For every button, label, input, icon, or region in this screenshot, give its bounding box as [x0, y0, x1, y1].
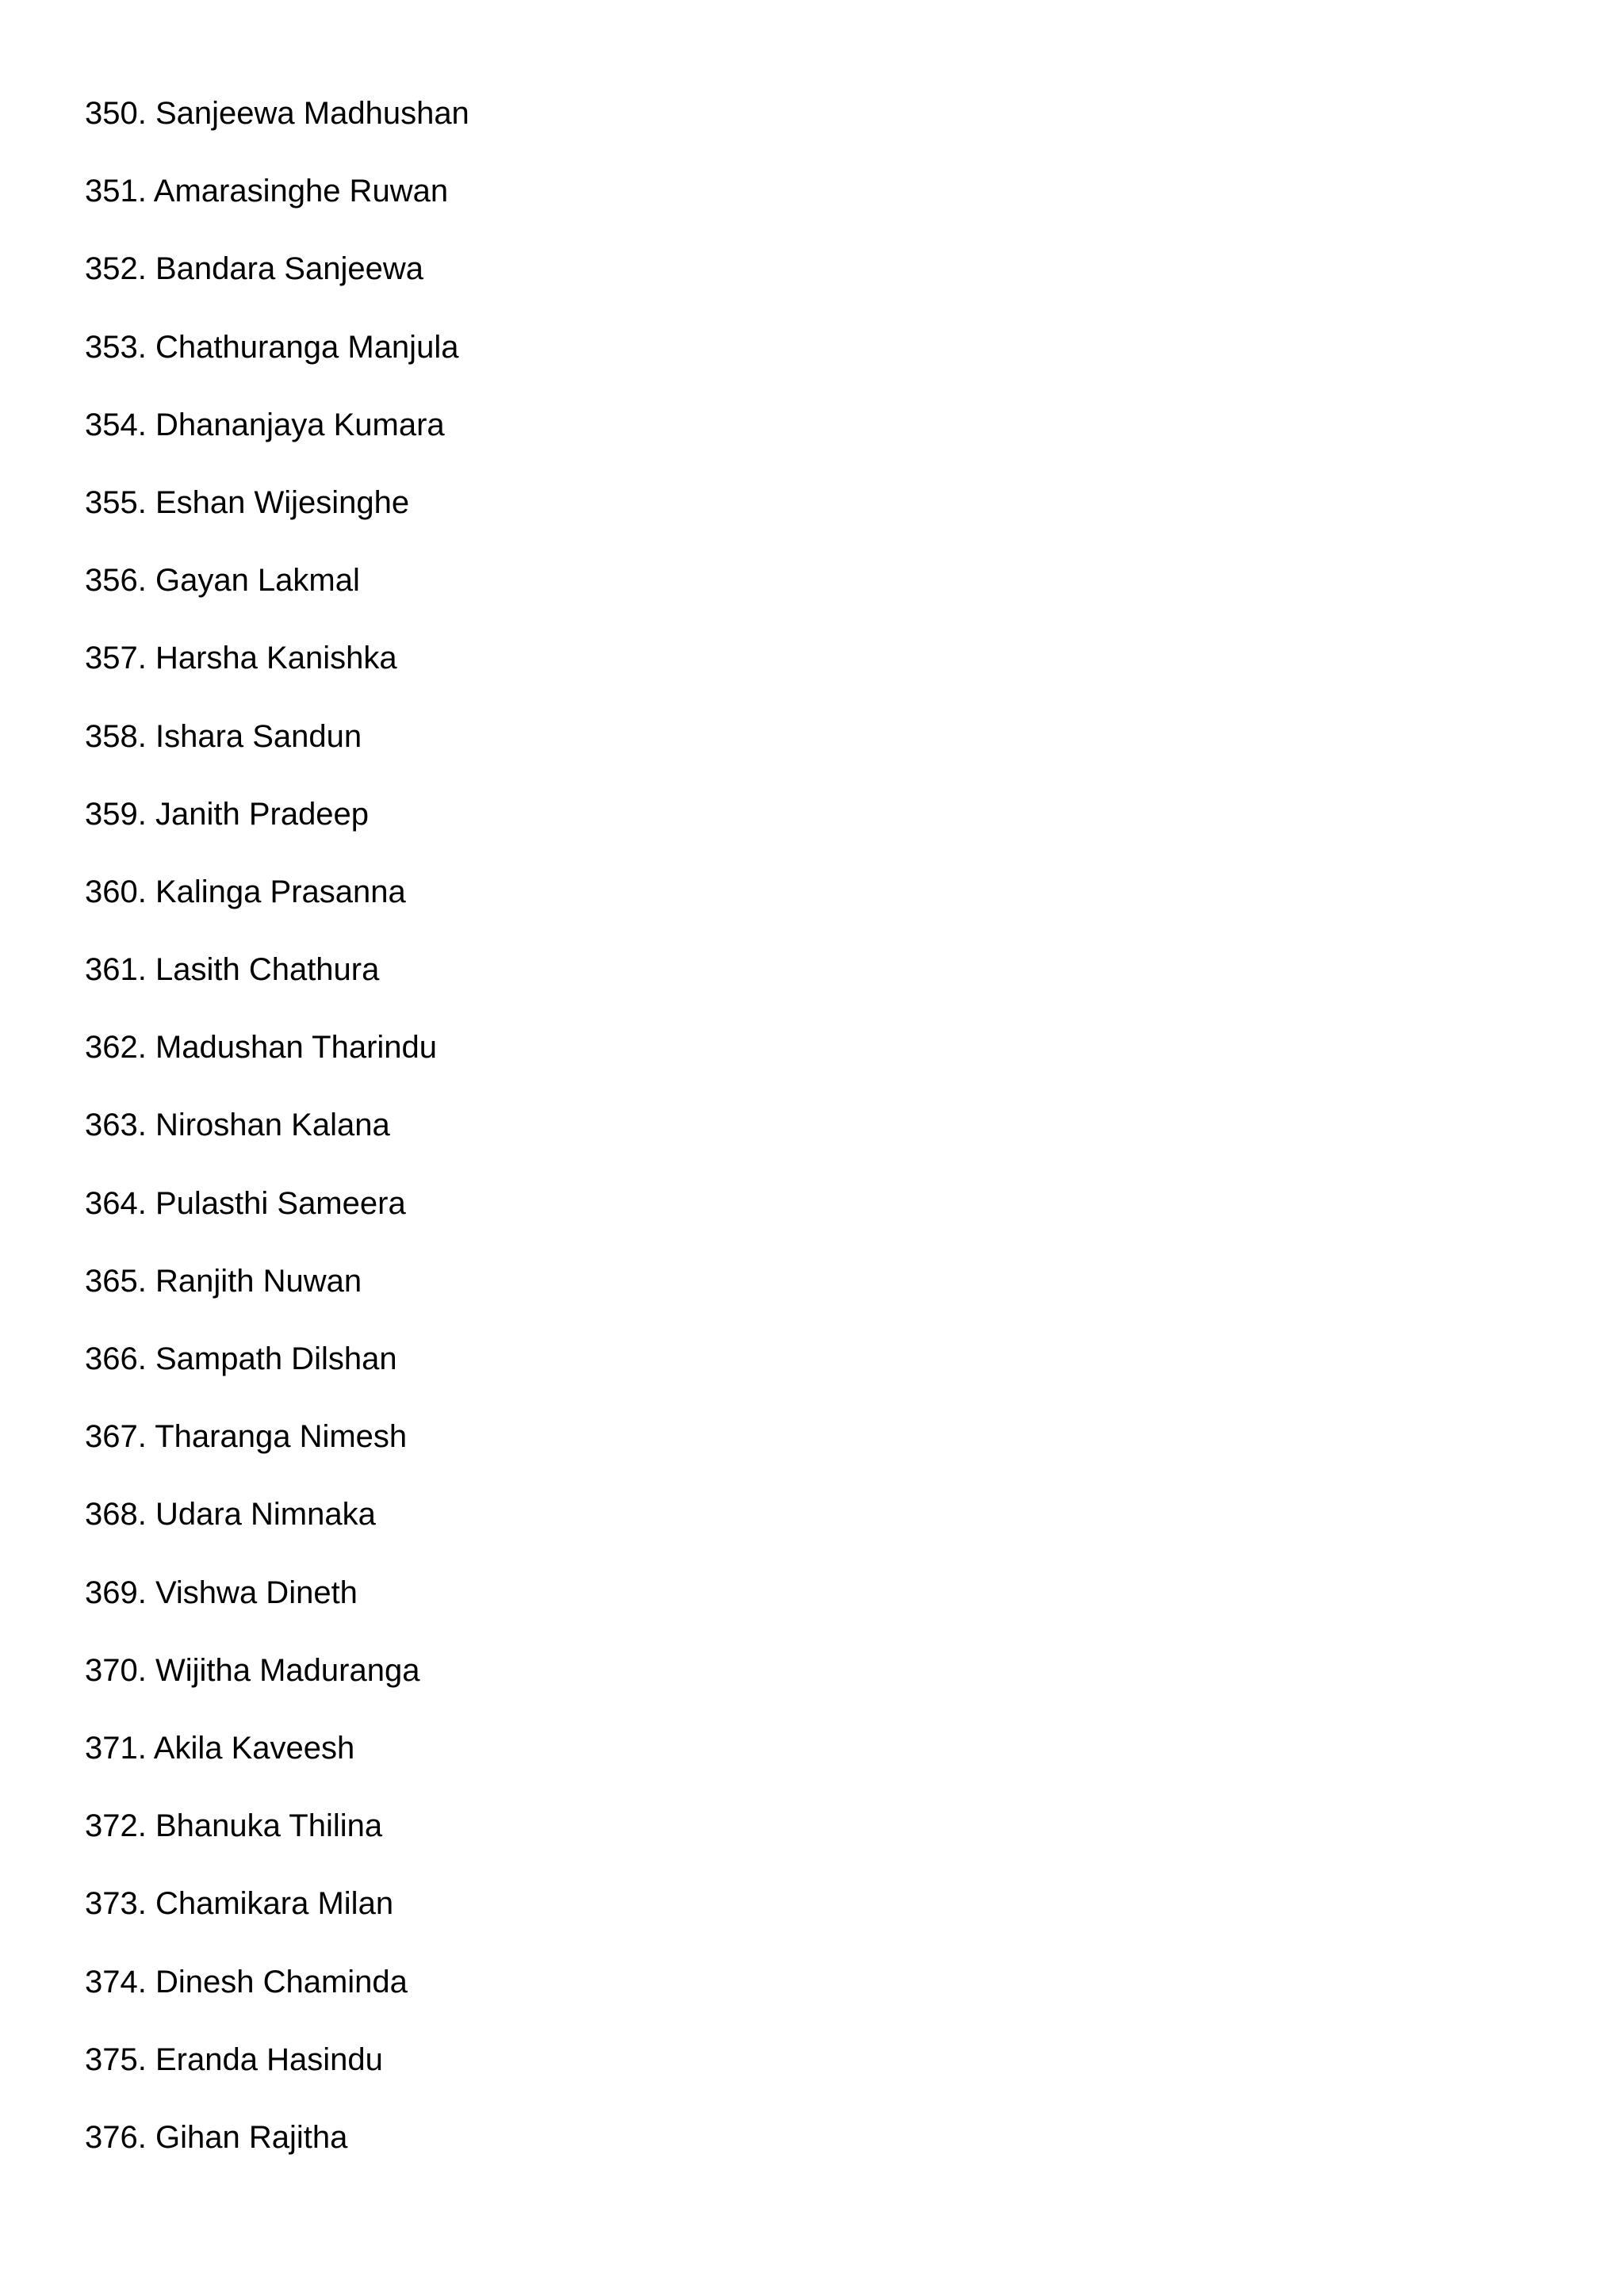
list-item: 352. Bandara Sanjeewa	[85, 251, 423, 287]
list-item: 358. Ishara Sandun	[85, 718, 362, 754]
list-item: 373. Chamikara Milan	[85, 1886, 394, 1922]
name-list	[85, 94, 469, 2195]
list-item: 370. Wijitha Maduranga	[85, 1652, 420, 1688]
list-item: 353. Chathuranga Manjula	[85, 329, 459, 365]
list-item: 365. Ranjith Nuwan	[85, 1263, 362, 1299]
list-item: 354. Dhananjaya Kumara	[85, 407, 445, 442]
list-item: 372. Bhanuka Thilina	[85, 1808, 383, 1844]
list-item: 359. Janith Pradeep	[85, 796, 370, 832]
list-item: 363. Niroshan Kalana	[85, 1108, 390, 1143]
list-item: 371. Akila Kaveesh	[85, 1730, 355, 1766]
list-item: 355. Eshan Wijesinghe	[85, 484, 410, 520]
list-item: 375. Eranda Hasindu	[85, 2042, 383, 2077]
list-item: 376. Gihan Rajitha	[85, 2119, 348, 2155]
list-item: 350. Sanjeewa Madhushan	[85, 96, 469, 131]
list-item: 369. Vishwa Dineth	[85, 1575, 358, 1610]
list-item: 360. Kalinga Prasanna	[85, 874, 406, 909]
list-item: 368. Udara Nimnaka	[85, 1497, 376, 1533]
list-item: 364. Pulasthi Sameera	[85, 1185, 406, 1221]
list-item: 361. Lasith Chathura	[85, 952, 380, 988]
list-item: 374. Dinesh Chaminda	[85, 1964, 408, 1999]
list-item: 356. Gayan Lakmal	[85, 563, 360, 599]
list-item: 367. Tharanga Nimesh	[85, 1419, 408, 1455]
list-item: 357. Harsha Kanishka	[85, 641, 397, 676]
list-item: 362. Madushan Tharindu	[85, 1030, 438, 1066]
list-item: 366. Sampath Dilshan	[85, 1341, 397, 1376]
list-item: 351. Amarasinghe Ruwan	[85, 174, 449, 209]
